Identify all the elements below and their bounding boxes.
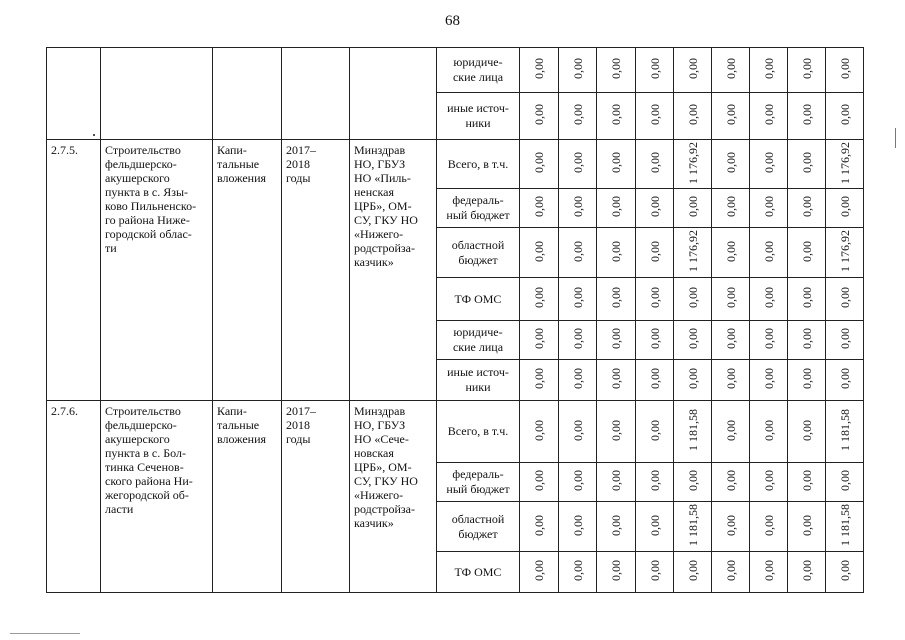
value-text: 0,00 [609, 419, 623, 441]
value-cell [788, 278, 826, 321]
value-cell [788, 360, 826, 401]
value-cell [597, 321, 636, 360]
value-text: 0,00 [570, 287, 585, 308]
value-cell [636, 360, 674, 401]
value-text: 0,00 [723, 152, 738, 173]
value-text: 0,00 [837, 560, 852, 581]
value-text: 0,00 [647, 419, 662, 441]
value-text: 0,00 [799, 196, 814, 217]
value-cell [750, 502, 788, 552]
number-cell [47, 48, 101, 140]
value-cell [674, 228, 712, 278]
funding-source [437, 321, 520, 360]
value-text: 0,00 [570, 470, 585, 491]
value-text: 0,00 [609, 104, 623, 125]
value-text: 0,00 [570, 240, 585, 262]
value-cell [788, 502, 826, 552]
value-text: 0,00 [532, 328, 546, 349]
value-cell [636, 140, 674, 189]
value-cell [520, 189, 559, 228]
scan-margin-mark [895, 128, 896, 148]
value-text: 0,00 [609, 368, 623, 389]
value-cell [826, 321, 864, 360]
project-period [282, 140, 350, 401]
value-text: 0,00 [723, 196, 738, 217]
project-name [101, 401, 213, 593]
value-text: 0,00 [647, 560, 662, 581]
value-text: 1 181,58 [685, 409, 700, 451]
funding-source [437, 552, 520, 593]
value-text: 0,00 [570, 560, 585, 581]
project-period-text: 2017– 2018 годы [286, 143, 316, 185]
value-text: 0,00 [647, 514, 662, 536]
page-number: 68 [445, 13, 460, 29]
value-cell [750, 552, 788, 593]
funding-source [437, 228, 520, 278]
value-cell [712, 189, 750, 228]
value-text: 0,00 [609, 240, 623, 262]
value-cell [712, 321, 750, 360]
value-text: 0,00 [647, 196, 662, 217]
funding-source [437, 189, 520, 228]
value-text: 0,00 [761, 287, 776, 308]
value-text: 0,00 [647, 368, 662, 389]
value-text: 0,00 [532, 104, 546, 125]
value-text: 0,00 [685, 58, 700, 79]
value-cell [712, 140, 750, 189]
value-text: 0,00 [799, 470, 814, 491]
value-text: 1 176,92 [685, 230, 700, 272]
value-text: 0,00 [723, 58, 738, 79]
value-text: 0,00 [570, 196, 585, 217]
value-text: 0,00 [647, 328, 662, 349]
value-text: 0,00 [532, 470, 546, 491]
value-cell [597, 552, 636, 593]
project-period [282, 401, 350, 593]
funding-source-label: юридиче- ские лица [452, 325, 504, 354]
value-cell [597, 401, 636, 463]
value-cell [788, 93, 826, 140]
value-cell [788, 552, 826, 593]
scan-bottom-line [10, 633, 80, 634]
value-text: 0,00 [685, 104, 700, 125]
project-executor [350, 140, 437, 401]
table-row [47, 48, 864, 93]
value-cell [750, 228, 788, 278]
value-text: 0,00 [647, 470, 662, 491]
value-cell [712, 552, 750, 593]
project-type-text: Капи- тальные вложения [217, 143, 267, 185]
value-cell [712, 401, 750, 463]
value-cell [826, 48, 864, 93]
value-cell [520, 401, 559, 463]
value-cell [636, 401, 674, 463]
table-row [47, 140, 864, 189]
value-cell [520, 278, 559, 321]
value-cell [520, 93, 559, 140]
value-text: 0,00 [761, 368, 776, 389]
value-text: 0,00 [609, 328, 623, 349]
value-cell [597, 360, 636, 401]
period-cell [282, 48, 350, 140]
funding-source [437, 278, 520, 321]
value-text: 0,00 [609, 470, 623, 491]
value-cell [520, 321, 559, 360]
value-cell [559, 228, 597, 278]
value-cell [826, 502, 864, 552]
funding-source [437, 48, 520, 93]
value-cell [597, 189, 636, 228]
value-text: 0,00 [799, 287, 814, 308]
value-text: 0,00 [532, 560, 546, 581]
value-cell [750, 321, 788, 360]
funding-source-label: Всего, в т.ч. [447, 424, 509, 438]
value-cell [674, 463, 712, 502]
value-text: 0,00 [723, 470, 738, 491]
value-cell [559, 360, 597, 401]
value-text: 0,00 [837, 196, 852, 217]
executor-cell [350, 48, 437, 140]
value-cell [750, 48, 788, 93]
value-cell [712, 228, 750, 278]
value-cell [520, 228, 559, 278]
value-text: 0,00 [685, 328, 700, 349]
value-text: 0,00 [723, 514, 738, 536]
value-cell [788, 48, 826, 93]
value-text: 0,00 [609, 58, 623, 79]
value-text: 0,00 [837, 328, 852, 349]
value-cell [559, 502, 597, 552]
funding-source-label: областной бюджет [451, 237, 505, 267]
value-cell [559, 140, 597, 189]
value-cell [674, 93, 712, 140]
value-cell [520, 360, 559, 401]
funding-source-label: Всего, в т.ч. [447, 156, 509, 171]
funding-source [437, 502, 520, 552]
value-cell [520, 502, 559, 552]
value-text: 0,00 [647, 152, 662, 173]
value-text: 0,00 [761, 419, 776, 441]
value-text: 0,00 [570, 58, 585, 79]
value-text: 0,00 [685, 560, 700, 581]
funding-source-label: юридиче- ские лица [452, 55, 504, 84]
value-text: 0,00 [761, 58, 776, 79]
value-cell [750, 93, 788, 140]
value-cell [636, 552, 674, 593]
value-text: 0,00 [799, 368, 814, 389]
value-text: 0,00 [685, 196, 700, 217]
value-text: 0,00 [570, 104, 585, 125]
value-text: 0,00 [532, 152, 546, 173]
value-cell [788, 401, 826, 463]
value-text: 0,00 [761, 104, 776, 125]
value-text: 0,00 [609, 196, 623, 217]
funding-source-label: иные источ- ники [447, 365, 509, 394]
value-cell [597, 228, 636, 278]
value-cell [826, 552, 864, 593]
value-text: 0,00 [799, 514, 814, 536]
value-cell [826, 140, 864, 189]
value-cell [750, 360, 788, 401]
budget-table [46, 47, 864, 593]
value-cell [826, 278, 864, 321]
project-type-text: Капи- тальные вложения [217, 404, 267, 446]
funding-source-label: иные источ- ники [447, 101, 509, 130]
value-text: 0,00 [837, 368, 852, 389]
value-cell [788, 189, 826, 228]
value-cell [636, 189, 674, 228]
value-cell [674, 360, 712, 401]
project-type [213, 401, 282, 593]
value-cell [520, 463, 559, 502]
value-cell [712, 48, 750, 93]
value-cell [788, 228, 826, 278]
value-text: 0,00 [532, 419, 546, 441]
funding-source-label: федераль- ный бюджет [446, 467, 510, 496]
value-cell [674, 321, 712, 360]
value-text: 0,00 [761, 240, 776, 262]
value-cell [674, 401, 712, 463]
value-cell [788, 463, 826, 502]
value-cell [636, 93, 674, 140]
value-text: 0,00 [837, 104, 852, 125]
value-cell [597, 502, 636, 552]
value-text: 0,00 [799, 240, 814, 262]
value-cell [750, 401, 788, 463]
project-number [47, 401, 101, 593]
value-text: 0,00 [570, 514, 585, 536]
value-cell [750, 278, 788, 321]
value-cell [636, 502, 674, 552]
value-text: 0,00 [609, 287, 623, 308]
project-executor-text: Минздрав НО, ГБУЗ НО «Пиль- ненская ЦРБ», ОМ- СУ, ГКУ НО «Нижего- родстройза- казчик» [354, 143, 418, 269]
value-cell [597, 48, 636, 93]
value-cell [636, 463, 674, 502]
value-cell [636, 321, 674, 360]
value-cell [674, 552, 712, 593]
value-text: 0,00 [761, 514, 776, 536]
value-text: 0,00 [837, 470, 852, 491]
value-text: 1 176,92 [837, 230, 852, 272]
value-text: 0,00 [723, 240, 738, 262]
value-text: 0,00 [799, 560, 814, 581]
value-text: 0,00 [837, 287, 852, 308]
value-cell [826, 189, 864, 228]
value-text: 0,00 [609, 152, 623, 173]
table-row [47, 401, 864, 463]
project-type [213, 140, 282, 401]
project-name [101, 140, 213, 401]
value-cell [559, 321, 597, 360]
value-text: 0,00 [609, 560, 623, 581]
value-text: 0,00 [837, 58, 852, 79]
value-cell [674, 278, 712, 321]
value-cell [674, 140, 712, 189]
value-text: 0,00 [761, 196, 776, 217]
value-cell [750, 463, 788, 502]
value-text: 0,00 [532, 287, 546, 308]
project-number-text: 2.7.6. [51, 404, 78, 418]
value-cell [788, 321, 826, 360]
value-text: 0,00 [532, 514, 546, 536]
value-text: 0,00 [761, 152, 776, 173]
value-cell [559, 552, 597, 593]
value-cell [826, 228, 864, 278]
value-text: 0,00 [723, 368, 738, 389]
value-text: 0,00 [647, 58, 662, 79]
value-cell [826, 93, 864, 140]
value-text: 0,00 [570, 419, 585, 441]
name-cell [101, 48, 213, 140]
value-cell [559, 463, 597, 502]
value-cell [712, 502, 750, 552]
value-cell [712, 360, 750, 401]
value-text: 0,00 [723, 419, 738, 441]
value-text: 0,00 [761, 328, 776, 349]
value-text: 0,00 [799, 328, 814, 349]
value-text: 0,00 [723, 328, 738, 349]
value-text: 0,00 [532, 196, 546, 217]
value-text: 0,00 [761, 560, 776, 581]
value-text: 0,00 [647, 287, 662, 308]
value-cell [559, 189, 597, 228]
value-text: 0,00 [647, 240, 662, 262]
value-cell [636, 228, 674, 278]
scan-dot-mark [93, 134, 95, 136]
value-text: 0,00 [723, 560, 738, 581]
value-cell [750, 189, 788, 228]
value-text: 0,00 [532, 240, 546, 262]
project-name-text: Строительство фельдшерско- акушерского пункта в с. Бол- тинка Сеченов- ского района Ни- жегородской об- ласти [105, 404, 193, 516]
funding-source-label: ТФ ОМС [454, 564, 502, 579]
value-cell [826, 401, 864, 463]
value-text: 0,00 [685, 368, 700, 389]
value-cell [674, 189, 712, 228]
value-text: 0,00 [723, 104, 738, 125]
value-cell [597, 463, 636, 502]
value-text: 0,00 [570, 368, 585, 389]
value-text: 0,00 [723, 287, 738, 308]
value-cell [636, 48, 674, 93]
funding-source [437, 93, 520, 140]
value-cell [826, 360, 864, 401]
value-text: 0,00 [609, 514, 623, 536]
value-cell [788, 140, 826, 189]
value-text: 0,00 [532, 368, 546, 389]
project-period-text: 2017– 2018 годы [286, 404, 316, 446]
funding-source-label: областной бюджет [451, 511, 505, 541]
funding-source-label: ТФ ОМС [454, 291, 502, 306]
value-text: 1 181,58 [837, 504, 852, 546]
value-text: 0,00 [799, 58, 814, 79]
value-text: 1 181,58 [685, 504, 700, 546]
value-cell [520, 48, 559, 93]
value-cell [712, 278, 750, 321]
value-text: 0,00 [685, 470, 700, 491]
value-cell [559, 48, 597, 93]
value-cell [559, 401, 597, 463]
value-cell [636, 278, 674, 321]
value-cell [520, 140, 559, 189]
funding-source [437, 463, 520, 502]
value-text: 0,00 [647, 104, 662, 125]
value-text: 1 176,92 [685, 141, 700, 184]
project-number-text: 2.7.5. [51, 143, 78, 157]
type-cell [213, 48, 282, 140]
value-cell [597, 93, 636, 140]
value-cell [559, 278, 597, 321]
value-cell [674, 48, 712, 93]
funding-source [437, 360, 520, 401]
value-cell [712, 463, 750, 502]
project-name-text: Строительство фельдшерско- акушерского пункта в с. Язы- ково Пильненско- го района Нижe- городской облас- ти [105, 143, 197, 255]
funding-source-label: федераль- ный бюджет [446, 193, 510, 222]
project-executor-text: Минздрав НО, ГБУЗ НО «Сече- новская ЦРБ», ОМ- СУ, ГКУ НО «Нижего- родстройза- казчик» [354, 404, 418, 530]
value-text: 0,00 [799, 419, 814, 441]
value-text: 0,00 [799, 152, 814, 173]
value-text: 0,00 [761, 470, 776, 491]
value-text: 1 181,58 [837, 409, 852, 451]
value-cell [712, 93, 750, 140]
value-cell [559, 93, 597, 140]
value-text: 0,00 [685, 287, 700, 308]
funding-source [437, 140, 520, 189]
value-cell [826, 463, 864, 502]
value-cell [597, 278, 636, 321]
value-cell [750, 140, 788, 189]
value-text: 0,00 [570, 152, 585, 173]
value-text: 0,00 [799, 104, 814, 125]
value-cell [520, 552, 559, 593]
funding-source [437, 401, 520, 463]
project-number [47, 140, 101, 401]
value-cell [597, 140, 636, 189]
value-text: 0,00 [532, 58, 546, 79]
project-executor [350, 401, 437, 593]
value-cell [674, 502, 712, 552]
value-text: 1 176,92 [837, 141, 852, 184]
value-text: 0,00 [570, 328, 585, 349]
